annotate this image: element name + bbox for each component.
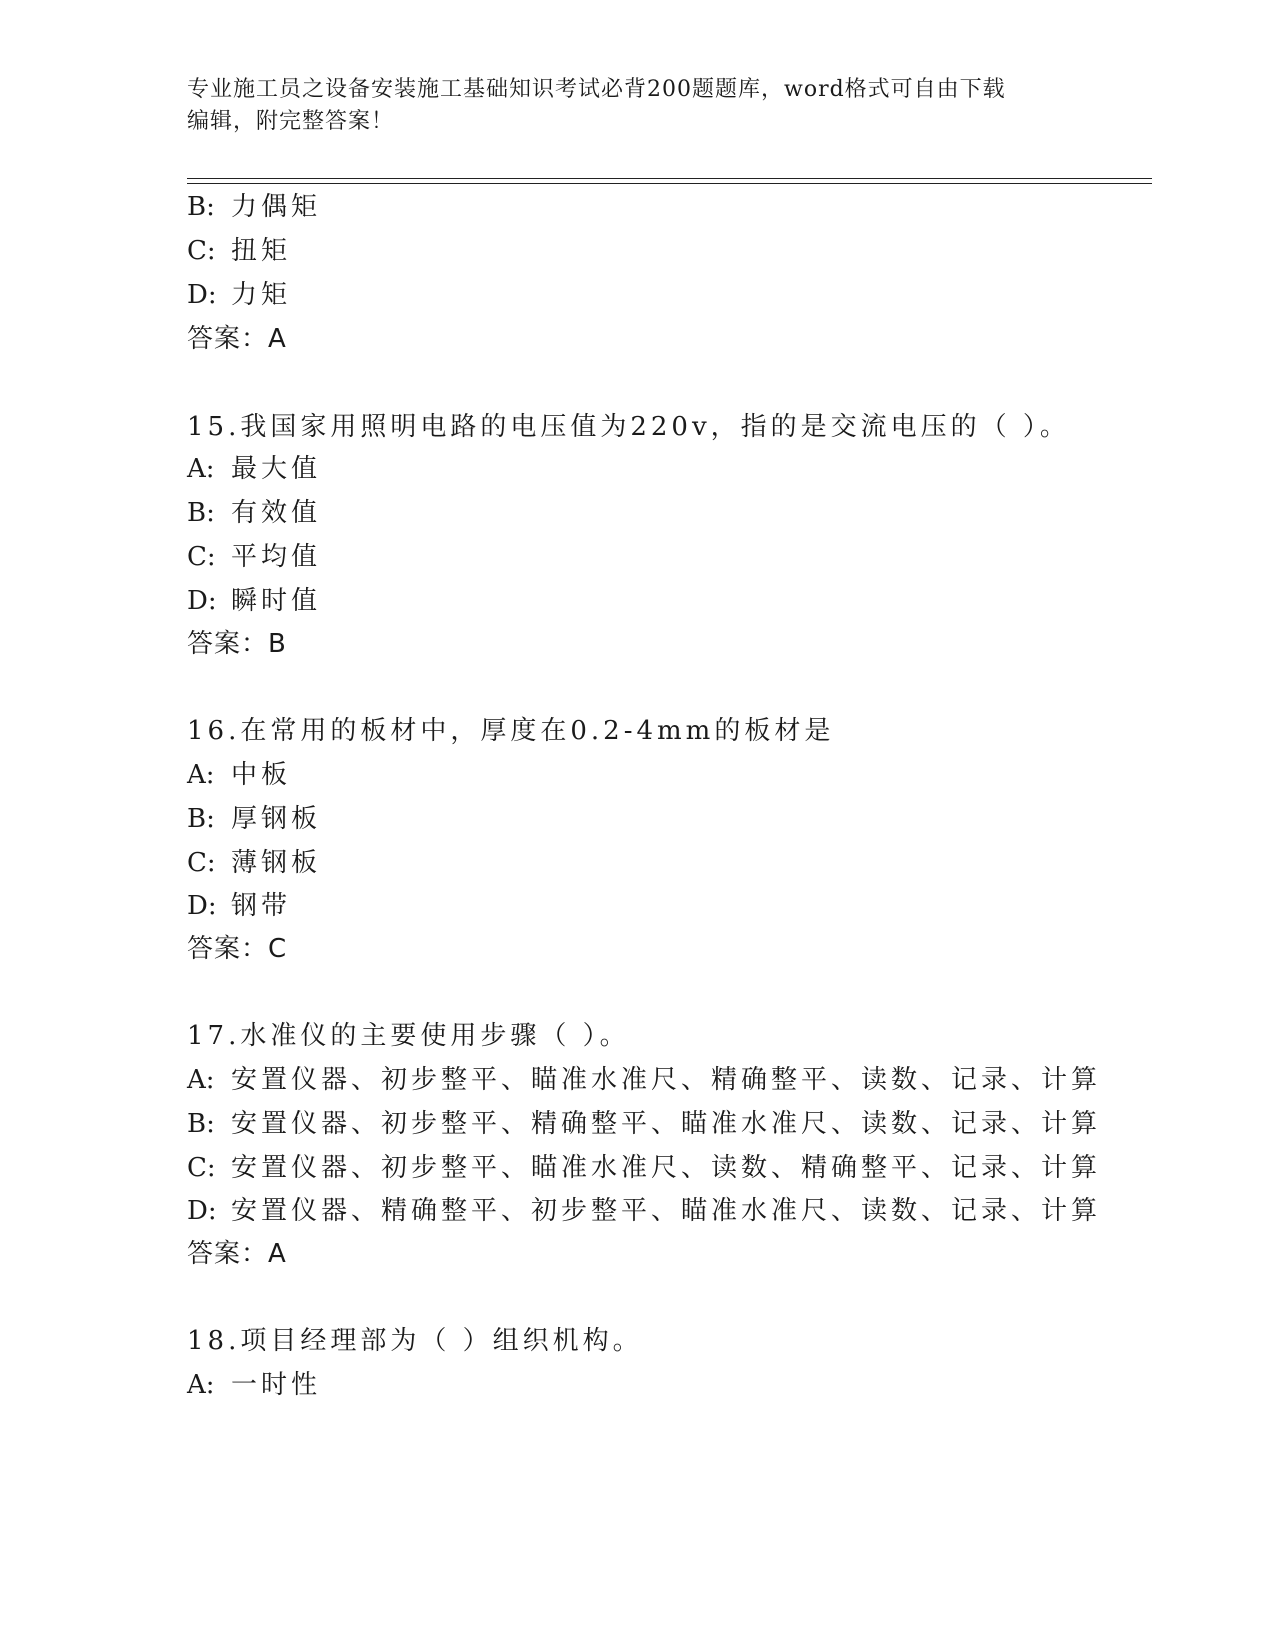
option-text: 力偶矩 [231,192,322,222]
option-text: 有效值 [231,498,322,528]
option-key: A: [187,760,215,790]
question-text: 15.我国家用照明电路的电压值为220v，指的是交流电压的（ ）。 [187,412,1070,442]
answer-line: 答案：A [187,324,287,354]
option-line [187,890,291,922]
document-header [187,74,1067,138]
option-text: 最大值 [231,454,322,484]
option-line [187,453,321,485]
option-key: C: [187,1153,216,1183]
option-key: B: [187,804,215,834]
option-key: A: [187,1370,215,1400]
option-key: C: [187,848,216,878]
header-title-line-1: 专业施工员之设备安装施工基础知识考试必背200题题库，word格式可自由下载 [187,77,1006,102]
option-text: 瞬时值 [231,586,322,616]
option-line [187,497,321,529]
option-key: D: [187,280,217,310]
option-text: 钢带 [231,891,292,921]
option-text: 安置仪器、初步整平、瞄准水准尺、读数、精确整平、记录、计算 [231,1153,1102,1183]
option-key: D: [187,586,217,616]
question-text: 16.在常用的板材中，厚度在0.2-4mm的板材是 [187,716,835,746]
option-key: C: [187,542,216,572]
answer-line: 答案：A [187,1239,287,1269]
option-line [187,585,321,617]
question-text: 18.项目经理部为（ ）组织机构。 [187,1326,643,1356]
option-line [187,803,321,835]
option-line [187,759,291,791]
option-line [187,847,321,879]
option-text: 中板 [231,760,292,790]
answer-line: 答案：C [187,934,288,964]
option-line [187,1064,1101,1096]
option-line [187,1195,1101,1227]
header-title-line-2: 编辑，附完整答案！ [187,109,395,134]
option-line [187,235,291,267]
option-line [187,279,291,311]
option-key: A: [187,454,215,484]
option-text: 一时性 [231,1370,322,1400]
option-key: D: [187,1196,217,1226]
question-text: 17.水准仪的主要使用步骤（ ）。 [187,1021,630,1051]
header-divider-top [187,178,1152,179]
option-text: 安置仪器、精确整平、初步整平、瞄准水准尺、读数、记录、计算 [231,1196,1102,1226]
option-key: C: [187,236,216,266]
option-text: 安置仪器、初步整平、瞄准水准尺、精确整平、读数、记录、计算 [231,1065,1102,1095]
option-key: A: [187,1065,215,1095]
header-divider-bottom [187,183,1152,184]
option-key: B: [187,1109,215,1139]
option-key: B: [187,192,215,222]
option-text: 扭矩 [231,236,292,266]
option-text: 安置仪器、初步整平、精确整平、瞄准水准尺、读数、记录、计算 [231,1109,1102,1139]
option-text: 力矩 [231,280,292,310]
option-text: 厚钢板 [231,804,322,834]
option-key: B: [187,498,215,528]
option-text: 薄钢板 [231,848,322,878]
option-line [187,541,321,573]
option-text: 平均值 [231,542,322,572]
option-line [187,1152,1101,1184]
option-key: D: [187,891,217,921]
option-line [187,1108,1101,1140]
option-line [187,1369,321,1401]
option-line [187,191,321,223]
answer-line: 答案：B [187,629,287,659]
